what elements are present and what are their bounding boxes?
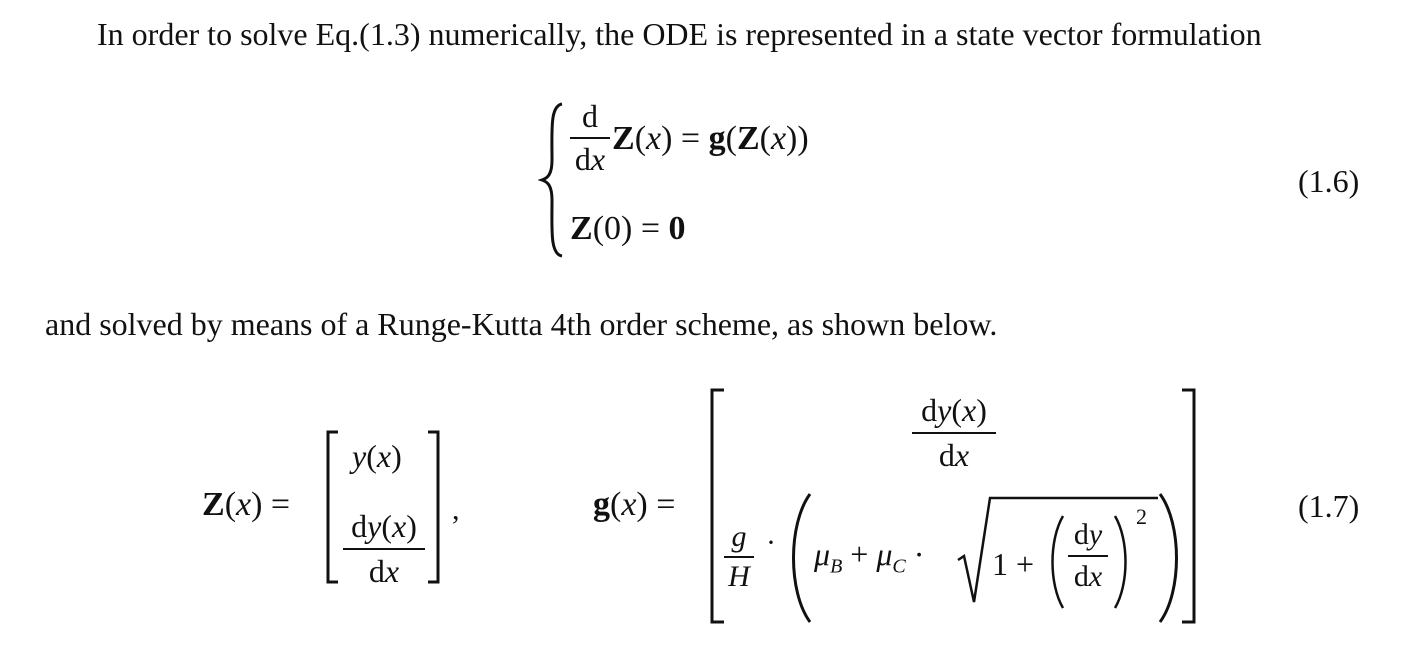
g-vector-row-1-frac: dy(x) dx — [912, 392, 996, 474]
inner-paren-right — [1112, 512, 1132, 612]
dy-dx-frac: dy dx — [1068, 518, 1108, 594]
z-vector-row-1: y(x) — [352, 438, 402, 474]
paragraph-runge-kutta: and solved by means of a Runge-Kutta 4th order scheme, as shown below. — [45, 306, 998, 342]
exponent-2: 2 — [1136, 504, 1147, 529]
g-over-h-frac: g H — [724, 520, 754, 594]
eq-1-6-line-1: Z(x) = g(Z(x)) — [612, 120, 809, 157]
big-paren-left — [784, 490, 814, 626]
eq-1-7-number: (1.7) — [1298, 488, 1360, 524]
inner-paren-left — [1046, 512, 1066, 612]
eq-1-6-derivative-frac: d dx — [570, 98, 610, 178]
z-vector-row-2-frac: dy(x) dx — [343, 508, 425, 590]
eq-1-7-g-lhs: g(x) = — [593, 486, 676, 523]
eq-1-6-number: (1.6) — [1298, 163, 1360, 199]
eq-1-7-z-lhs: Z(x) = — [202, 486, 291, 523]
mu-terms: $\mu_B + \mu_C$ · — [814, 536, 925, 578]
one-plus: 1 + — [992, 546, 1035, 582]
paragraph-intro: In order to solve Eq.(1.3) numerically, the ODE is represented in a state vector formulation — [97, 16, 1262, 52]
eq-1-6-line-2: Z(0) = 0 — [570, 210, 686, 247]
eq-1-6-brace — [538, 100, 568, 260]
big-paren-right — [1156, 490, 1186, 626]
eq-1-7-comma: , — [452, 493, 460, 526]
cdot-1: · — [766, 526, 776, 559]
